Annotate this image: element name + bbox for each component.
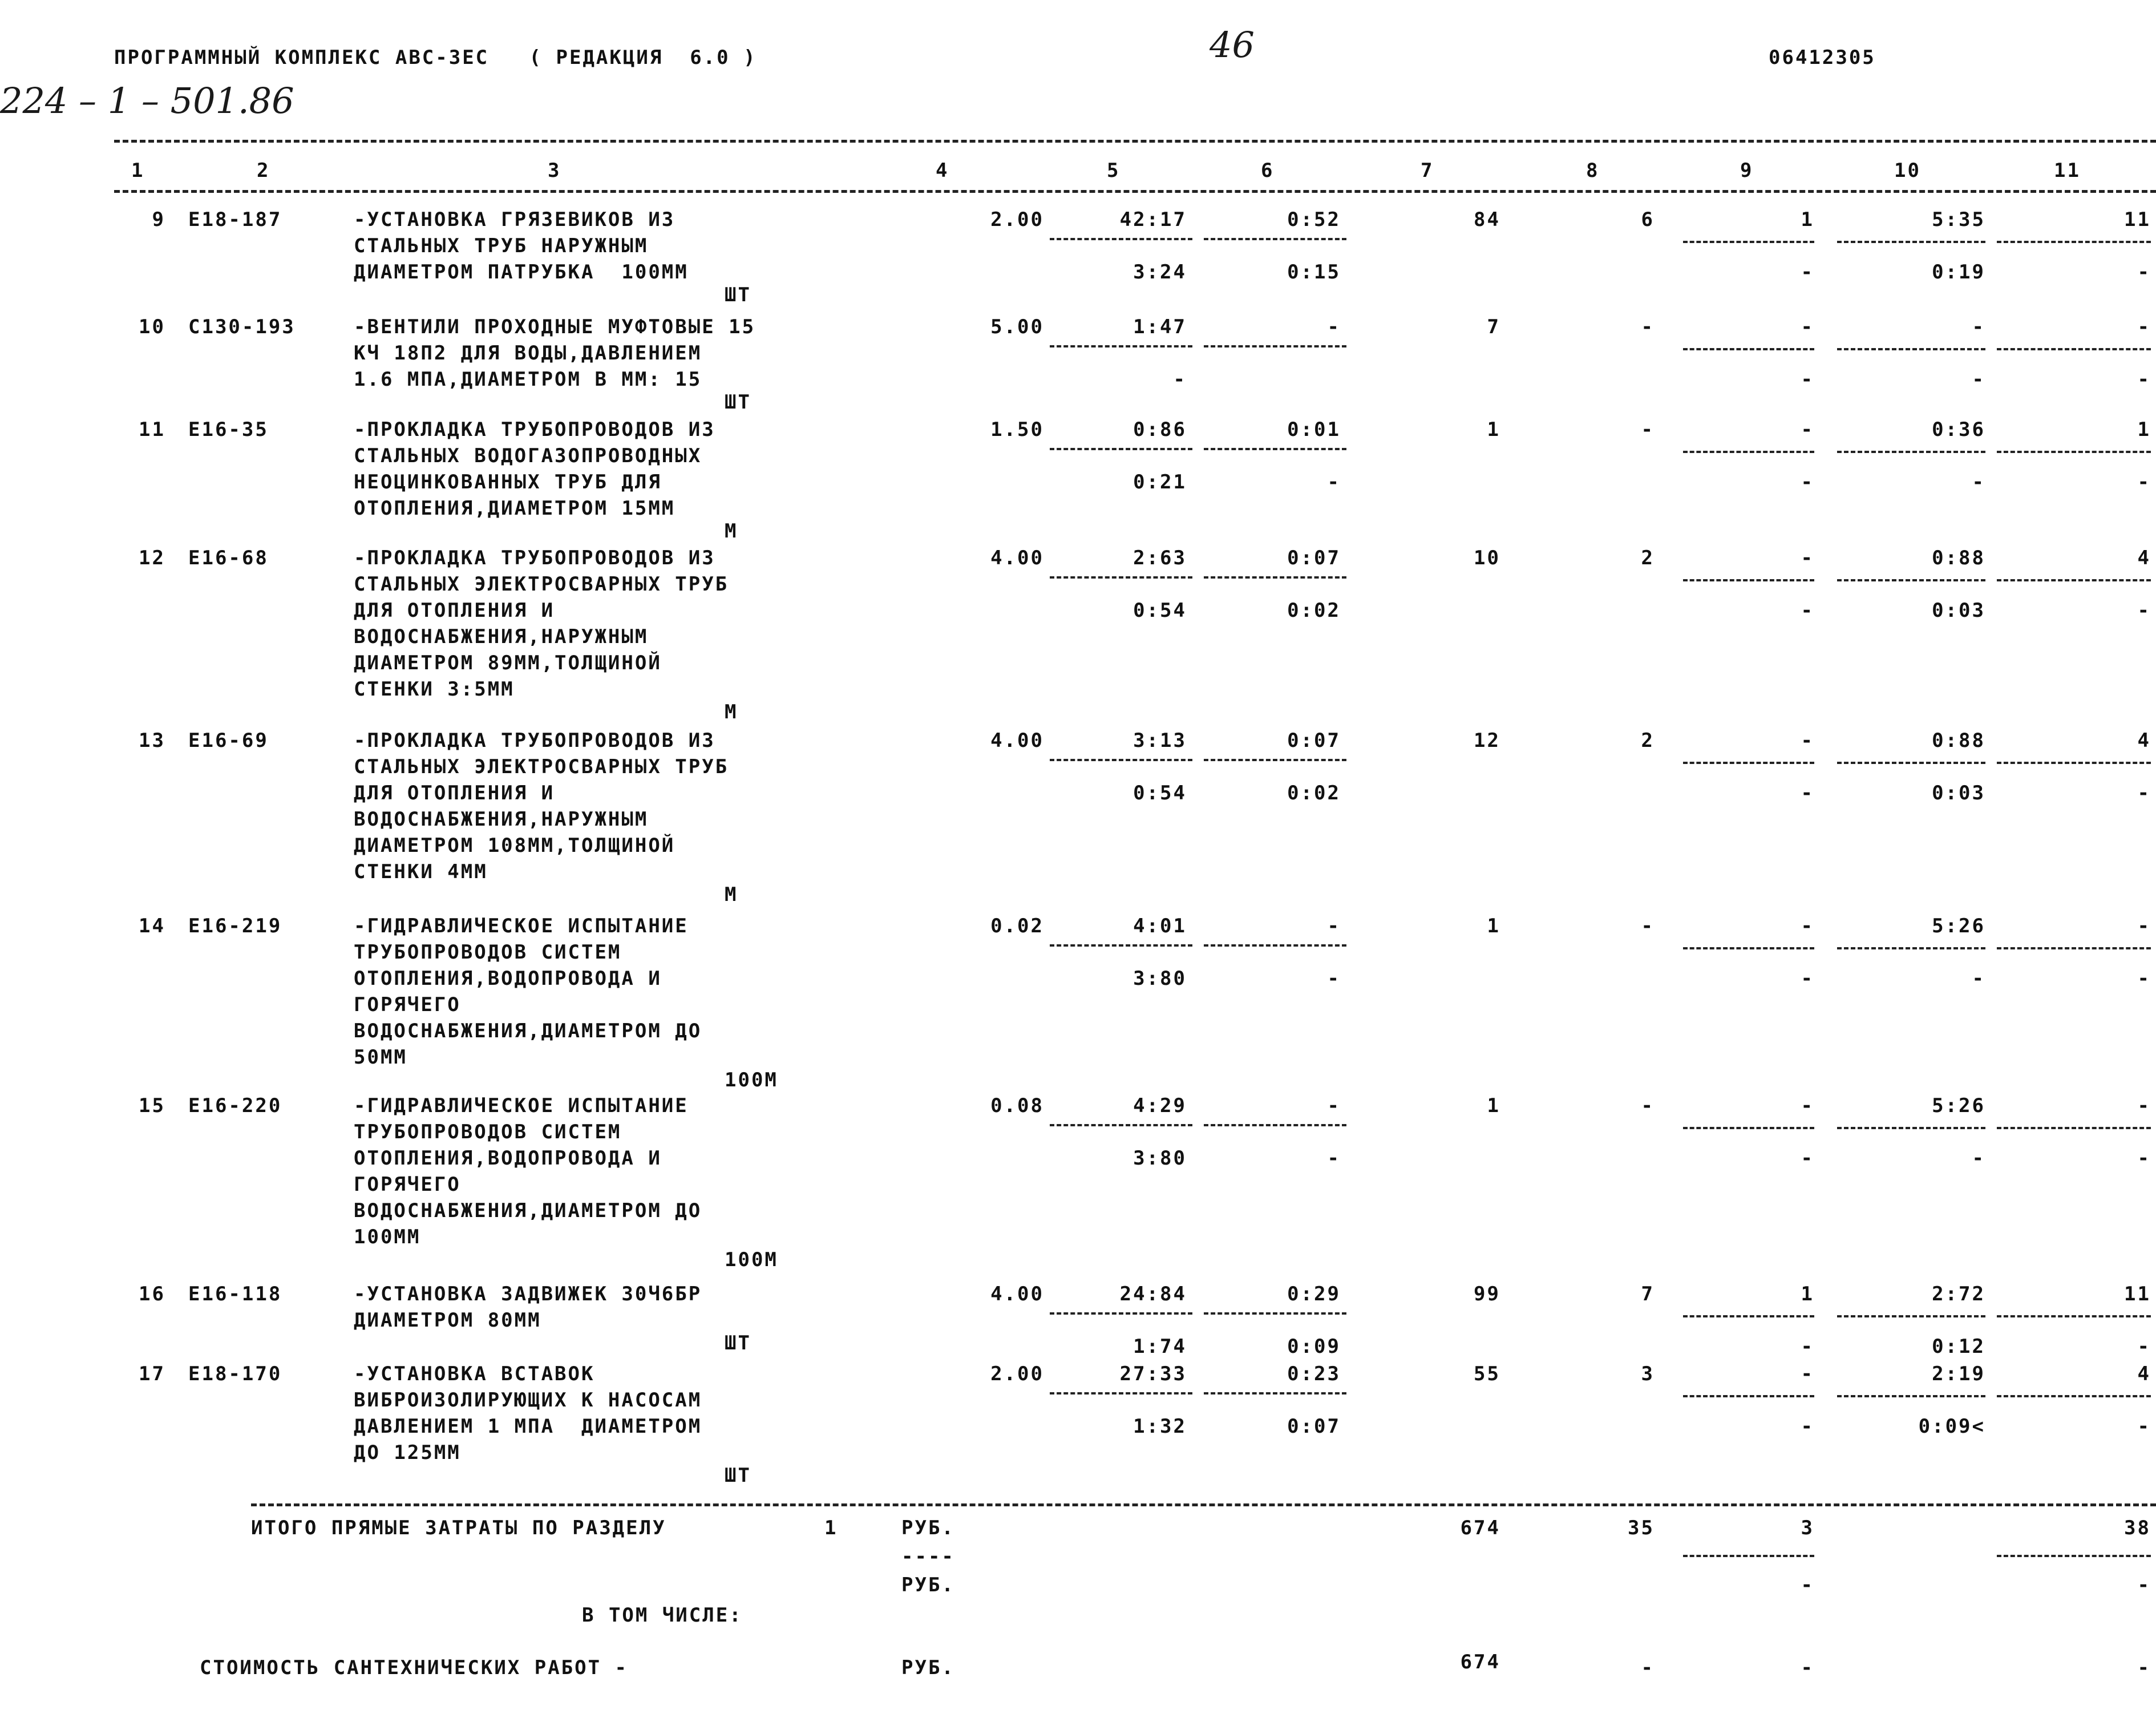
- divider-col6: [1204, 345, 1346, 347]
- program-header: ПРОГРАММНЫЙ КОМПЛЕКС АВС-3ЕС ( РЕДАКЦИЯ 6.0 ): [114, 46, 757, 69]
- divider-col9: [1683, 762, 1814, 764]
- divider-col11: [1997, 762, 2151, 764]
- work-description-line: ОТОПЛЕНИЯ,ДИАМЕТРОМ 15ММ: [354, 497, 675, 520]
- total-labor-machinists: -: [2137, 782, 2151, 805]
- work-description-line: СТЕНКИ 3:5ММ: [354, 678, 515, 701]
- labor-hours-machinists: -: [1972, 967, 1985, 990]
- col-header-8: 8: [1586, 159, 1600, 182]
- divider-col10: [1837, 579, 1985, 581]
- labor-hours: 2:72: [1932, 1283, 1985, 1305]
- quantity: 0.02: [990, 915, 1044, 937]
- col-header-6: 6: [1261, 159, 1275, 182]
- total-machines-wages: -: [1801, 1335, 1814, 1358]
- quantity: 4.00: [990, 547, 1044, 569]
- unit-cost-machines: 0:07: [1287, 729, 1341, 752]
- total-machines-wages: -: [1801, 368, 1814, 391]
- unit-cost-total: 2:63: [1133, 547, 1187, 569]
- unit-cost-machine-wages: -: [1327, 967, 1341, 990]
- work-description-line: ДИАМЕТРОМ 80ММ: [354, 1309, 541, 1332]
- rate-code: Е16-220: [188, 1094, 282, 1117]
- work-description-line: ВИБРОИЗОЛИРУЮЩИХ К НАСОСАМ: [354, 1389, 702, 1412]
- unit-cost-wages: 1:32: [1133, 1415, 1187, 1438]
- divider-col10: [1837, 451, 1985, 453]
- labor-hours-machinists: 0:03: [1932, 599, 1985, 622]
- total-cost: 55: [1474, 1363, 1500, 1385]
- labor-hours-machinists: 0:09<: [1918, 1415, 1985, 1438]
- work-description-line: ДАВЛЕНИЕМ 1 МПА ДИАМЕТРОМ: [354, 1415, 702, 1438]
- total-machines: 1: [1801, 208, 1814, 231]
- unit-cost-machine-wages: 0:15: [1287, 261, 1341, 284]
- row-number: 14: [139, 915, 165, 937]
- total-labor-machinists: -: [2137, 471, 2151, 494]
- total-machines-wages: -: [1801, 1147, 1814, 1170]
- total-labor-machinists: -: [2137, 1335, 2151, 1358]
- total-machines-wages: -: [1801, 261, 1814, 284]
- total-cost: 84: [1474, 208, 1500, 231]
- labor-hours-machinists: 0:12: [1932, 1335, 1985, 1358]
- unit-cost-machines: 0:52: [1287, 208, 1341, 231]
- divider-col10: [1837, 947, 1985, 949]
- work-description-line: ДИАМЕТРОМ 89ММ,ТОЛЩИНОЙ: [354, 652, 662, 674]
- total-wages: -: [1641, 418, 1655, 441]
- total-cost: 1: [1487, 418, 1500, 441]
- work-description-line: -ПРОКЛАДКА ТРУБОПРОВОДОВ ИЗ: [354, 729, 715, 752]
- row-number: 11: [139, 418, 165, 441]
- unit-of-measure: ШТ: [725, 284, 751, 306]
- total-wages: 2: [1641, 729, 1655, 752]
- total-labor: 11: [2124, 1283, 2151, 1305]
- divider-col6: [1204, 944, 1346, 947]
- work-description-line: -ГИДРАВЛИЧЕСКОЕ ИСПЫТАНИЕ: [354, 915, 689, 937]
- unit-cost-wages: 3:80: [1133, 967, 1187, 990]
- rate-code: Е16-68: [188, 547, 269, 569]
- divider-col5: [1050, 448, 1192, 450]
- unit-of-measure: ШТ: [725, 1332, 751, 1355]
- col-header-7: 7: [1421, 159, 1434, 182]
- unit-cost-machines: -: [1327, 316, 1341, 338]
- divider-col5: [1050, 1312, 1192, 1315]
- unit-cost-total: 3:13: [1133, 729, 1187, 752]
- total-wages: 2: [1641, 547, 1655, 569]
- quantity: 2.00: [990, 208, 1044, 231]
- subtotal-col7: 674: [1460, 1651, 1500, 1673]
- work-description-line: СТАЛЬНЫХ ВОДОГАЗОПРОВОДНЫХ: [354, 444, 702, 467]
- labor-hours-machinists: -: [1972, 368, 1985, 391]
- page-number: 46: [1210, 24, 1255, 66]
- rate-code: Е16-219: [188, 915, 282, 937]
- header-rule-bottom: [114, 190, 2156, 193]
- work-description-line: ДЛЯ ОТОПЛЕНИЯ И: [354, 599, 555, 622]
- subtotal-col9: -: [1801, 1656, 1814, 1679]
- column-header-row: [114, 157, 2156, 186]
- totals-col9-b: -: [1801, 1574, 1814, 1596]
- divider-col9: [1683, 947, 1814, 949]
- total-machines-wages: -: [1801, 1415, 1814, 1438]
- total-cost: 1: [1487, 915, 1500, 937]
- divider-col6: [1204, 576, 1346, 579]
- document-reference: 224 – 1 – 501.86: [0, 80, 294, 122]
- totals-dash: ----: [901, 1545, 955, 1568]
- work-description-line: СТАЛЬНЫХ ЭЛЕКТРОСВАРНЫХ ТРУБ: [354, 755, 729, 778]
- rate-code: Е16-118: [188, 1283, 282, 1305]
- total-machines-wages: -: [1801, 471, 1814, 494]
- totals-col9: 3: [1801, 1517, 1814, 1539]
- total-labor-machinists: -: [2137, 1147, 2151, 1170]
- totals-col11-b: -: [2137, 1574, 2151, 1596]
- divider-col9: [1683, 579, 1814, 581]
- work-description-line: ГОРЯЧЕГО: [354, 1173, 461, 1196]
- total-labor-machinists: -: [2137, 599, 2151, 622]
- divider-col9: [1683, 348, 1814, 350]
- unit-cost-wages: 3:80: [1133, 1147, 1187, 1170]
- unit-of-measure: 100М: [725, 1248, 778, 1271]
- quantity: 5.00: [990, 316, 1044, 338]
- row-number: 16: [139, 1283, 165, 1305]
- work-description-line: НЕОЦИНКОВАННЫХ ТРУБ ДЛЯ: [354, 471, 662, 494]
- labor-hours: 0:88: [1932, 729, 1985, 752]
- unit-cost-total: 4:01: [1133, 915, 1187, 937]
- unit-cost-wages: 0:54: [1133, 599, 1187, 622]
- unit-cost-wages: 0:21: [1133, 471, 1187, 494]
- divider-col6: [1204, 759, 1346, 761]
- divider-col6: [1204, 1312, 1346, 1315]
- col-header-5: 5: [1107, 159, 1121, 182]
- total-wages: -: [1641, 316, 1655, 338]
- total-machines: -: [1801, 418, 1814, 441]
- divider-col10: [1837, 1127, 1985, 1129]
- divider-col11: [1997, 947, 2151, 949]
- unit-cost-total: 27:33: [1119, 1363, 1187, 1385]
- labor-hours: 0:88: [1932, 547, 1985, 569]
- totals-divider-9: [1683, 1555, 1814, 1557]
- total-machines: -: [1801, 1363, 1814, 1385]
- col-header-11: 11: [2054, 159, 2081, 182]
- work-description-line: -ВЕНТИЛИ ПРОХОДНЫЕ МУФТОВЫЕ 15: [354, 316, 756, 338]
- row-number: 10: [139, 316, 165, 338]
- total-labor: -: [2137, 1094, 2151, 1117]
- col-header-1: 1: [131, 159, 145, 182]
- work-description-line: ТРУБОПРОВОДОВ СИСТЕМ: [354, 1121, 622, 1143]
- total-cost: 10: [1474, 547, 1500, 569]
- unit-cost-machine-wages: 0:07: [1287, 1415, 1341, 1438]
- divider-col6: [1204, 238, 1346, 240]
- row-number: 17: [139, 1363, 165, 1385]
- total-cost: 99: [1474, 1283, 1500, 1305]
- divider-col6: [1204, 448, 1346, 450]
- unit-of-measure: М: [725, 701, 738, 723]
- unit-cost-machines: -: [1327, 915, 1341, 937]
- work-description-line: ВОДОСНАБЖЕНИЯ,ДИАМЕТРОМ ДО: [354, 1020, 702, 1042]
- totals-rule: [251, 1503, 2156, 1506]
- divider-col10: [1837, 1315, 1985, 1317]
- divider-col11: [1997, 579, 2151, 581]
- including-label: В ТОМ ЧИСЛЕ:: [582, 1604, 743, 1627]
- unit-of-measure: ШТ: [725, 391, 751, 414]
- work-description-line: -УСТАНОВКА ГРЯЗЕВИКОВ ИЗ: [354, 208, 675, 231]
- col-header-10: 10: [1894, 159, 1921, 182]
- header-rule-top: [114, 140, 2156, 143]
- quantity: 1.50: [990, 418, 1044, 441]
- totals-col8: 35: [1628, 1517, 1655, 1539]
- divider-col9: [1683, 1395, 1814, 1397]
- work-description-line: 50ММ: [354, 1046, 407, 1069]
- total-labor: 4: [2137, 1363, 2151, 1385]
- unit-of-measure: М: [725, 883, 738, 906]
- work-description-line: -ГИДРАВЛИЧЕСКОЕ ИСПЫТАНИЕ: [354, 1094, 689, 1117]
- total-labor: 4: [2137, 547, 2151, 569]
- quantity: 4.00: [990, 1283, 1044, 1305]
- subtotal-col11: -: [2137, 1656, 2151, 1679]
- unit-cost-total: 0:86: [1133, 418, 1187, 441]
- subtotal-unit: РУБ.: [901, 1656, 955, 1679]
- col-header-3: 3: [548, 159, 561, 182]
- col-header-4: 4: [936, 159, 949, 182]
- divider-col5: [1050, 944, 1192, 947]
- rate-code: Е16-35: [188, 418, 269, 441]
- divider-col11: [1997, 1127, 2151, 1129]
- work-description-line: ДО 125ММ: [354, 1441, 461, 1464]
- work-description-line: ДЛЯ ОТОПЛЕНИЯ И: [354, 782, 555, 805]
- unit-cost-machines: 0:29: [1287, 1283, 1341, 1305]
- unit-cost-machines: 0:01: [1287, 418, 1341, 441]
- work-description-line: СТЕНКИ 4ММ: [354, 860, 488, 883]
- unit-cost-machines: 0:23: [1287, 1363, 1341, 1385]
- total-machines: -: [1801, 915, 1814, 937]
- divider-col10: [1837, 348, 1985, 350]
- unit-cost-wages: 1:74: [1133, 1335, 1187, 1358]
- work-description-line: -УСТАНОВКА ВСТАВОК: [354, 1363, 595, 1385]
- work-description-line: ВОДОСНАБЖЕНИЯ,ДИАМЕТРОМ ДО: [354, 1199, 702, 1222]
- totals-col11: 38: [2124, 1517, 2151, 1539]
- total-labor-machinists: -: [2137, 967, 2151, 990]
- work-description-line: ВОДОСНАБЖЕНИЯ,НАРУЖНЫМ: [354, 625, 649, 648]
- total-machines-wages: -: [1801, 967, 1814, 990]
- total-machines: -: [1801, 1094, 1814, 1117]
- row-number: 15: [139, 1094, 165, 1117]
- total-labor: -: [2137, 915, 2151, 937]
- unit-cost-machine-wages: -: [1327, 471, 1341, 494]
- unit-cost-wages: -: [1173, 368, 1187, 391]
- total-machines: -: [1801, 729, 1814, 752]
- col-header-2: 2: [257, 159, 270, 182]
- total-machines: 1: [1801, 1283, 1814, 1305]
- work-description-line: -ПРОКЛАДКА ТРУБОПРОВОДОВ ИЗ: [354, 418, 715, 441]
- rate-code: Е18-170: [188, 1363, 282, 1385]
- rate-code: С130-193: [188, 316, 296, 338]
- divider-col5: [1050, 759, 1192, 761]
- document-code: 06412305: [1769, 46, 1876, 69]
- quantity: 4.00: [990, 729, 1044, 752]
- total-wages: -: [1641, 915, 1655, 937]
- work-description-line: ДИАМЕТРОМ 108ММ,ТОЛЩИНОЙ: [354, 834, 675, 857]
- totals-label: ИТОГО ПРЯМЫЕ ЗАТРАТЫ ПО РАЗДЕЛУ: [251, 1517, 666, 1539]
- divider-col11: [1997, 1315, 2151, 1317]
- totals-divider-11: [1997, 1555, 2151, 1557]
- unit-of-measure: 100М: [725, 1069, 778, 1092]
- unit-cost-machines: 0:07: [1287, 547, 1341, 569]
- unit-cost-total: 1:47: [1133, 316, 1187, 338]
- labor-hours-machinists: -: [1972, 471, 1985, 494]
- divider-col11: [1997, 451, 2151, 453]
- work-description-line: ОТОПЛЕНИЯ,ВОДОПРОВОДА И: [354, 1147, 662, 1170]
- total-cost: 1: [1487, 1094, 1500, 1117]
- total-cost: 7: [1487, 316, 1500, 338]
- divider-col5: [1050, 345, 1192, 347]
- total-labor: -: [2137, 316, 2151, 338]
- total-wages: 3: [1641, 1363, 1655, 1385]
- total-machines: -: [1801, 316, 1814, 338]
- unit-cost-total: 42:17: [1119, 208, 1187, 231]
- total-machines-wages: -: [1801, 782, 1814, 805]
- unit-cost-wages: 0:54: [1133, 782, 1187, 805]
- subtotal-col8: -: [1641, 1656, 1655, 1679]
- labor-hours: 0:36: [1932, 418, 1985, 441]
- divider-col6: [1204, 1392, 1346, 1394]
- divider-col9: [1683, 1315, 1814, 1317]
- work-description-line: 1.6 МПА,ДИАМЕТРОМ В ММ: 15: [354, 368, 702, 391]
- labor-hours-machinists: 0:19: [1932, 261, 1985, 284]
- rate-code: Е16-69: [188, 729, 269, 752]
- unit-cost-machine-wages: 0:02: [1287, 782, 1341, 805]
- work-description-line: ОТОПЛЕНИЯ,ВОДОПРОВОДА И: [354, 967, 662, 990]
- divider-col5: [1050, 576, 1192, 579]
- rate-code: Е18-187: [188, 208, 282, 231]
- labor-hours: 5:26: [1932, 1094, 1985, 1117]
- total-labor-machinists: -: [2137, 368, 2151, 391]
- total-labor-machinists: -: [2137, 1415, 2151, 1438]
- divider-col11: [1997, 1395, 2151, 1397]
- work-description-line: ВОДОСНАБЖЕНИЯ,НАРУЖНЫМ: [354, 808, 649, 831]
- divider-col11: [1997, 348, 2151, 350]
- totals-section: 1: [824, 1517, 838, 1539]
- work-description-line: КЧ 18П2 ДЛЯ ВОДЫ,ДАВЛЕНИЕМ: [354, 342, 702, 365]
- work-description-line: СТАЛЬНЫХ ЭЛЕКТРОСВАРНЫХ ТРУБ: [354, 573, 729, 596]
- work-description-line: 100ММ: [354, 1226, 421, 1248]
- work-description-line: СТАЛЬНЫХ ТРУБ НАРУЖНЫМ: [354, 235, 649, 257]
- total-machines-wages: -: [1801, 599, 1814, 622]
- work-description-line: -ПРОКЛАДКА ТРУБОПРОВОДОВ ИЗ: [354, 547, 715, 569]
- divider-col9: [1683, 1127, 1814, 1129]
- total-wages: 6: [1641, 208, 1655, 231]
- unit-cost-machine-wages: -: [1327, 1147, 1341, 1170]
- divider-col5: [1050, 1392, 1192, 1394]
- row-number: 12: [139, 547, 165, 569]
- divider-col9: [1683, 451, 1814, 453]
- total-labor: 11: [2124, 208, 2151, 231]
- total-labor: 1: [2137, 418, 2151, 441]
- total-cost: 12: [1474, 729, 1500, 752]
- work-description-line: ТРУБОПРОВОДОВ СИСТЕМ: [354, 941, 622, 964]
- divider-col10: [1837, 1395, 1985, 1397]
- unit-of-measure: М: [725, 520, 738, 543]
- divider-col10: [1837, 762, 1985, 764]
- total-wages: -: [1641, 1094, 1655, 1117]
- divider-col11: [1997, 241, 2151, 243]
- work-description-line: -УСТАНОВКА ЗАДВИЖЕК 30Ч6БР: [354, 1283, 702, 1305]
- row-number: 13: [139, 729, 165, 752]
- totals-col7: 674: [1460, 1517, 1500, 1539]
- labor-hours: 2:19: [1932, 1363, 1985, 1385]
- totals-unit-1: РУБ.: [901, 1517, 955, 1539]
- labor-hours-machinists: 0:03: [1932, 782, 1985, 805]
- total-machines: -: [1801, 547, 1814, 569]
- subtotal-label: СТОИМОСТЬ САНТЕХНИЧЕСКИХ РАБОТ -: [200, 1656, 629, 1679]
- unit-cost-machine-wages: 0:09: [1287, 1335, 1341, 1358]
- total-labor-machinists: -: [2137, 261, 2151, 284]
- divider-col10: [1837, 241, 1985, 243]
- labor-hours: 5:26: [1932, 915, 1985, 937]
- total-labor: 4: [2137, 729, 2151, 752]
- unit-cost-wages: 3:24: [1133, 261, 1187, 284]
- labor-hours: 5:35: [1932, 208, 1985, 231]
- unit-cost-machine-wages: 0:02: [1287, 599, 1341, 622]
- col-header-9: 9: [1740, 159, 1754, 182]
- divider-col6: [1204, 1124, 1346, 1126]
- unit-cost-total: 4:29: [1133, 1094, 1187, 1117]
- unit-cost-total: 24:84: [1119, 1283, 1187, 1305]
- work-description-line: ГОРЯЧЕГО: [354, 993, 461, 1016]
- totals-unit-2: РУБ.: [901, 1574, 955, 1596]
- quantity: 0.08: [990, 1094, 1044, 1117]
- unit-cost-machines: -: [1327, 1094, 1341, 1117]
- divider-col5: [1050, 1124, 1192, 1126]
- work-description-line: ДИАМЕТРОМ ПАТРУБКА 100ММ: [354, 261, 689, 284]
- row-number: 9: [152, 208, 165, 231]
- labor-hours-machinists: -: [1972, 1147, 1985, 1170]
- quantity: 2.00: [990, 1363, 1044, 1385]
- unit-of-measure: ШТ: [725, 1464, 751, 1487]
- divider-col5: [1050, 238, 1192, 240]
- divider-col9: [1683, 241, 1814, 243]
- total-wages: 7: [1641, 1283, 1655, 1305]
- labor-hours: -: [1972, 316, 1985, 338]
